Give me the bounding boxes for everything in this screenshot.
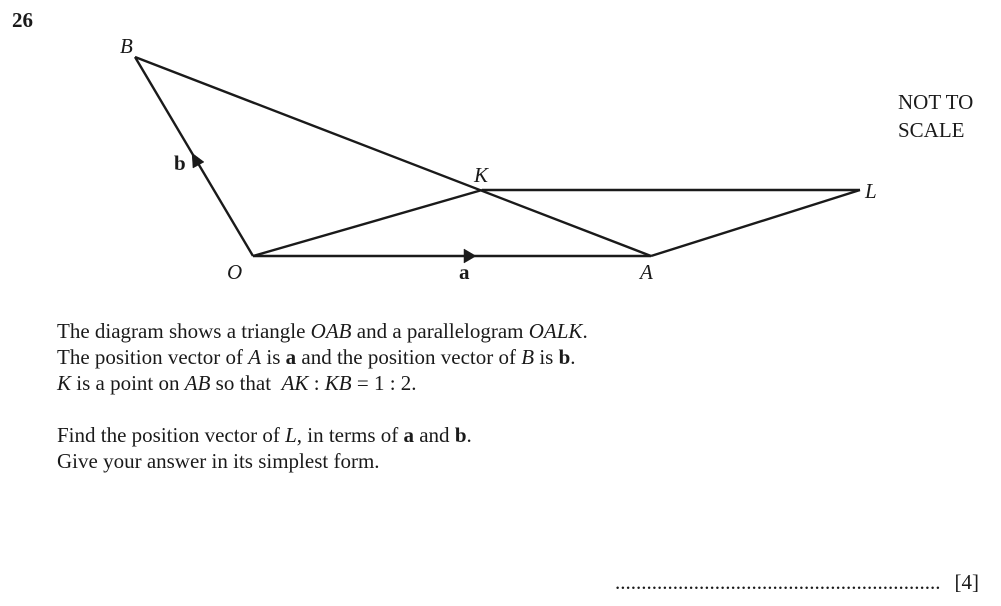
text-run: The diagram shows a triangle <box>57 319 311 343</box>
question-line-1 <box>57 318 588 344</box>
term-OAB: OAB <box>310 319 352 343</box>
question-text <box>57 318 588 474</box>
label-L: L <box>865 179 877 203</box>
question-line-5: Give your answer in its simplest form. <box>57 449 380 473</box>
scale-note <box>898 88 973 144</box>
text-run: , in terms of <box>296 423 404 447</box>
question-line-3 <box>57 370 588 396</box>
text-run: and the position vector of <box>296 345 522 369</box>
scale-note-line-1: NOT TO <box>898 90 974 114</box>
text-run: The position vector of <box>57 345 249 369</box>
text-run: . <box>582 319 588 343</box>
text-run: and <box>413 423 455 447</box>
text-run: so that <box>210 371 282 395</box>
segment-AL <box>651 190 860 256</box>
label-vector-b: b <box>174 151 186 175</box>
segment-OK <box>253 190 482 256</box>
term-KB: KB <box>324 371 352 395</box>
text-run: . <box>466 423 472 447</box>
question-line-2 <box>57 344 588 370</box>
term-A: A <box>248 345 262 369</box>
label-O: O <box>227 260 243 284</box>
vector-b: b <box>558 345 571 369</box>
vector-b: b <box>454 423 467 447</box>
term-OALK: OALK <box>528 319 583 343</box>
vector-a: a <box>285 345 297 369</box>
scale-note-line-2: SCALE <box>898 118 965 142</box>
text-run: Find the position vector of <box>57 423 286 447</box>
answer-dots[interactable]: .............................................................. <box>615 570 941 594</box>
term-L: L <box>285 423 297 447</box>
term-K: K <box>57 371 72 395</box>
question-line-4 <box>57 422 588 448</box>
vector-diagram <box>0 0 1001 300</box>
term-AK: AK <box>281 371 309 395</box>
marks-label: [4] <box>954 570 979 594</box>
label-A: A <box>640 260 653 284</box>
term-B: B <box>521 345 535 369</box>
text-run: . <box>570 345 576 369</box>
text-run: and a parallelogram <box>351 319 529 343</box>
label-B: B <box>120 34 133 58</box>
text-run: is <box>261 345 286 369</box>
text-run: : <box>308 371 325 395</box>
vector-a: a <box>403 423 414 447</box>
term-AB: AB <box>184 371 211 395</box>
segment-BA <box>135 57 651 256</box>
label-K: K <box>474 163 489 187</box>
label-vector-a: a <box>459 260 470 284</box>
answer-line[interactable] <box>615 570 979 595</box>
question-number: 26 <box>12 8 33 32</box>
text-run: is a point on <box>71 371 185 395</box>
text-run: is <box>534 345 559 369</box>
text-run: = 1 : 2. <box>351 371 417 395</box>
arrow-b-icon <box>192 153 204 168</box>
